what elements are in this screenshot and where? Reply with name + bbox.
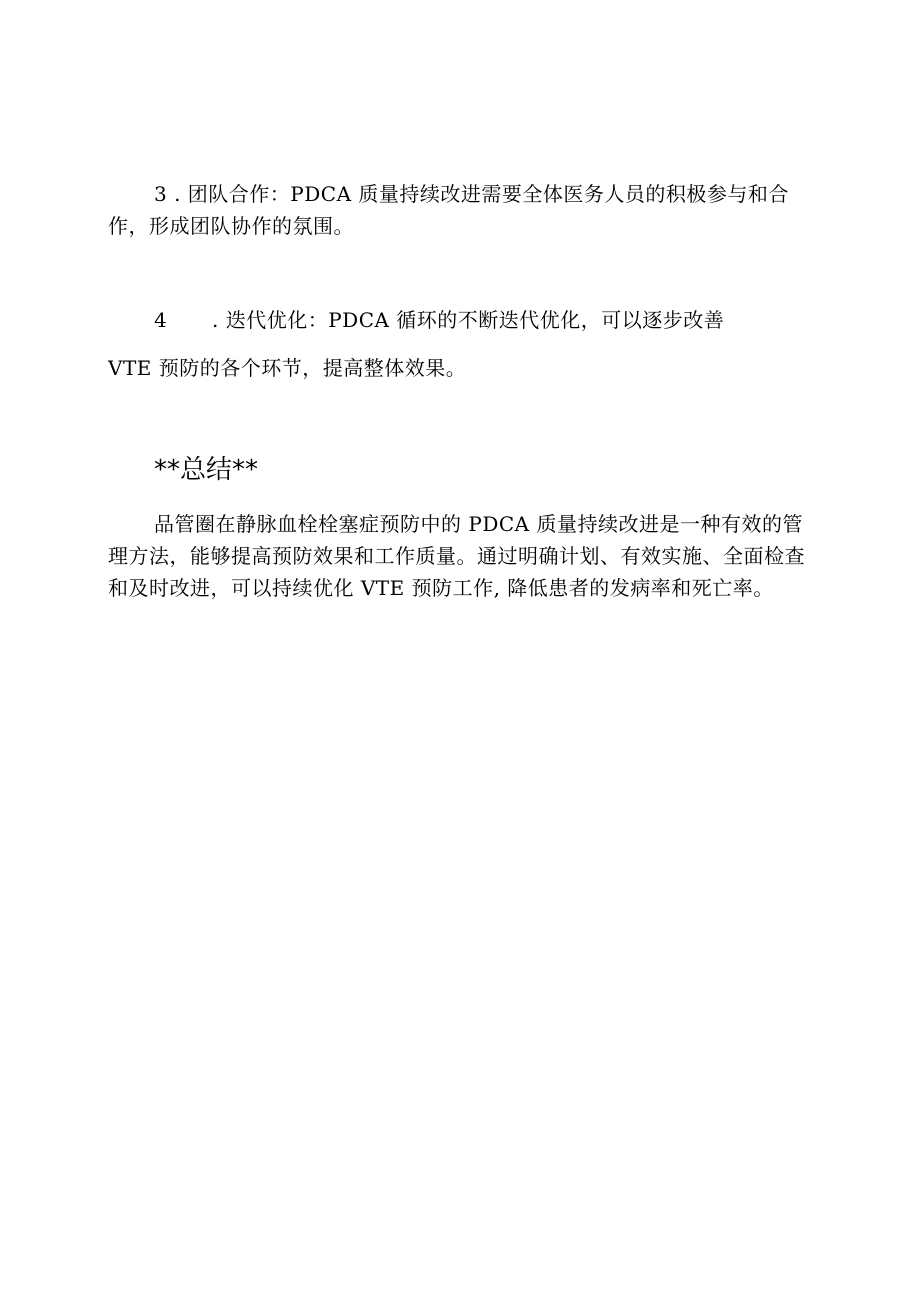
summary-paragraph: 品管圈在静脉血栓栓塞症预防中的 PDCA 质量持续改进是一种有效的管理方法，能够提高预防效果和工作质量。通过明确计划、有效实施、全面检查和及时改进，可以持续优化 VTE 预防工作, 降低患者的发病率和死亡率。 <box>108 512 805 600</box>
item-4-continuation: VTE 预防的各个环节，提高整体效果。 <box>108 356 467 380</box>
item-4-text: . 迭代优化：PDCA 循环的不断迭代优化，可以逐步改善 <box>212 308 725 332</box>
summary-heading: **总结** <box>154 455 259 485</box>
item-4-first-line <box>154 304 724 336</box>
item-3-paragraph: 3 . 团队合作：PDCA 质量持续改进需要全体医务人员的积极参与和合作，形成团队协作的氛围。 <box>108 182 789 238</box>
item-4-number: 4 <box>154 308 168 332</box>
